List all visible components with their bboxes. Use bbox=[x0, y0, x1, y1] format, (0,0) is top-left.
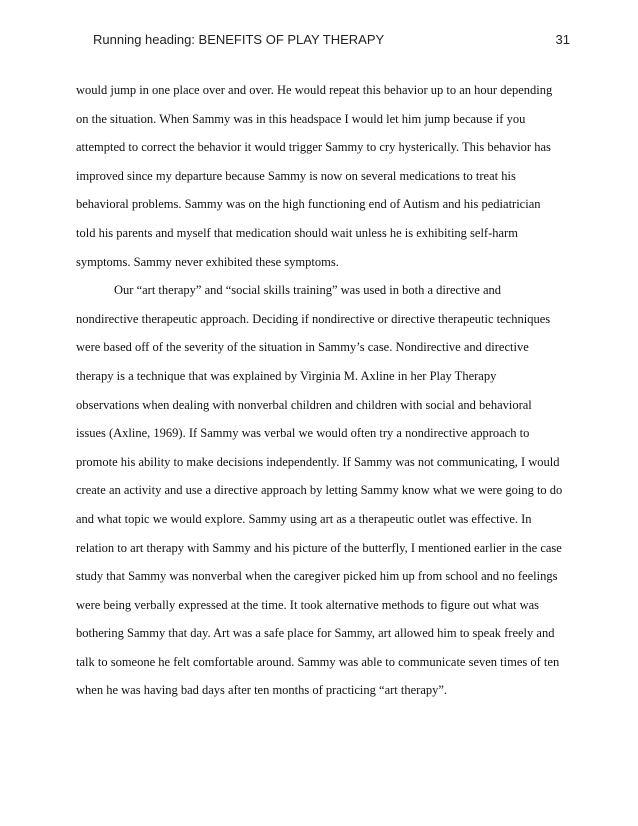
text-line: talk to someone he felt comfortable around. Sammy was able to communicate seven times of ten bbox=[76, 654, 560, 669]
text-line: were based off of the severity of the situation in Sammy’s case. Nondirective and directive bbox=[76, 340, 529, 355]
text-line: observations when dealing with nonverbal children and children with social and behavioral bbox=[76, 397, 532, 412]
text-line: attempted to correct the behavior it would trigger Sammy to cry hysterically. This behavior has bbox=[76, 140, 551, 155]
text-line: relation to art therapy with Sammy and his picture of the butterfly, I mentioned earlier in the case bbox=[76, 540, 562, 555]
text-line: study that Sammy was nonverbal when the caregiver picked him up from school and no feelings bbox=[76, 569, 558, 584]
text-line: create an activity and use a directive approach by letting Sammy know what we were going to do bbox=[76, 483, 563, 498]
text-line: improved since my departure because Sammy is now on several medications to treat his bbox=[76, 168, 516, 183]
page-header bbox=[93, 32, 570, 52]
text-line: told his parents and myself that medication should wait unless he is exhibiting self-harm bbox=[76, 225, 518, 240]
paragraph bbox=[76, 276, 576, 705]
text-line: would jump in one place over and over. He would repeat this behavior up to an hour depending bbox=[76, 83, 553, 97]
text-line: behavioral problems. Sammy was on the high functioning end of Autism and his pediatrician bbox=[76, 197, 541, 212]
text-line: nondirective therapeutic approach. Deciding if nondirective or directive therapeutic techniques bbox=[76, 311, 551, 326]
body-text bbox=[76, 76, 576, 705]
text-line: when he was having bad days after ten months of practicing “art therapy”. bbox=[76, 683, 448, 698]
running-head: Running heading: BENEFITS OF PLAY THERAPY bbox=[93, 32, 385, 47]
text-line: Our “art therapy” and “social skills training” was used in both a directive and bbox=[114, 283, 502, 298]
text-line: and what topic we would explore. Sammy using art as a therapeutic outlet was effective. In bbox=[76, 511, 532, 526]
text-line: on the situation. When Sammy was in this headspace I would let him jump because if you bbox=[76, 111, 526, 126]
text-line: issues (Axline, 1969). If Sammy was verbal we would often try a nondirective approach to bbox=[76, 426, 530, 441]
paragraph bbox=[76, 76, 576, 276]
text-line: bothering Sammy that day. Art was a safe place for Sammy, art allowed him to speak freely and bbox=[76, 626, 555, 641]
text-line: promote his ability to make decisions independently. If Sammy was not communicating, I would bbox=[76, 454, 560, 469]
page-number: 31 bbox=[555, 32, 570, 47]
text-line: symptoms. Sammy never exhibited these symptoms. bbox=[76, 254, 339, 269]
text-line: were being verbally expressed at the time. It took alternative methods to figure out what was bbox=[76, 597, 540, 612]
text-line: therapy is a technique that was explained by Virginia M. Axline in her Play Therapy bbox=[76, 368, 497, 383]
